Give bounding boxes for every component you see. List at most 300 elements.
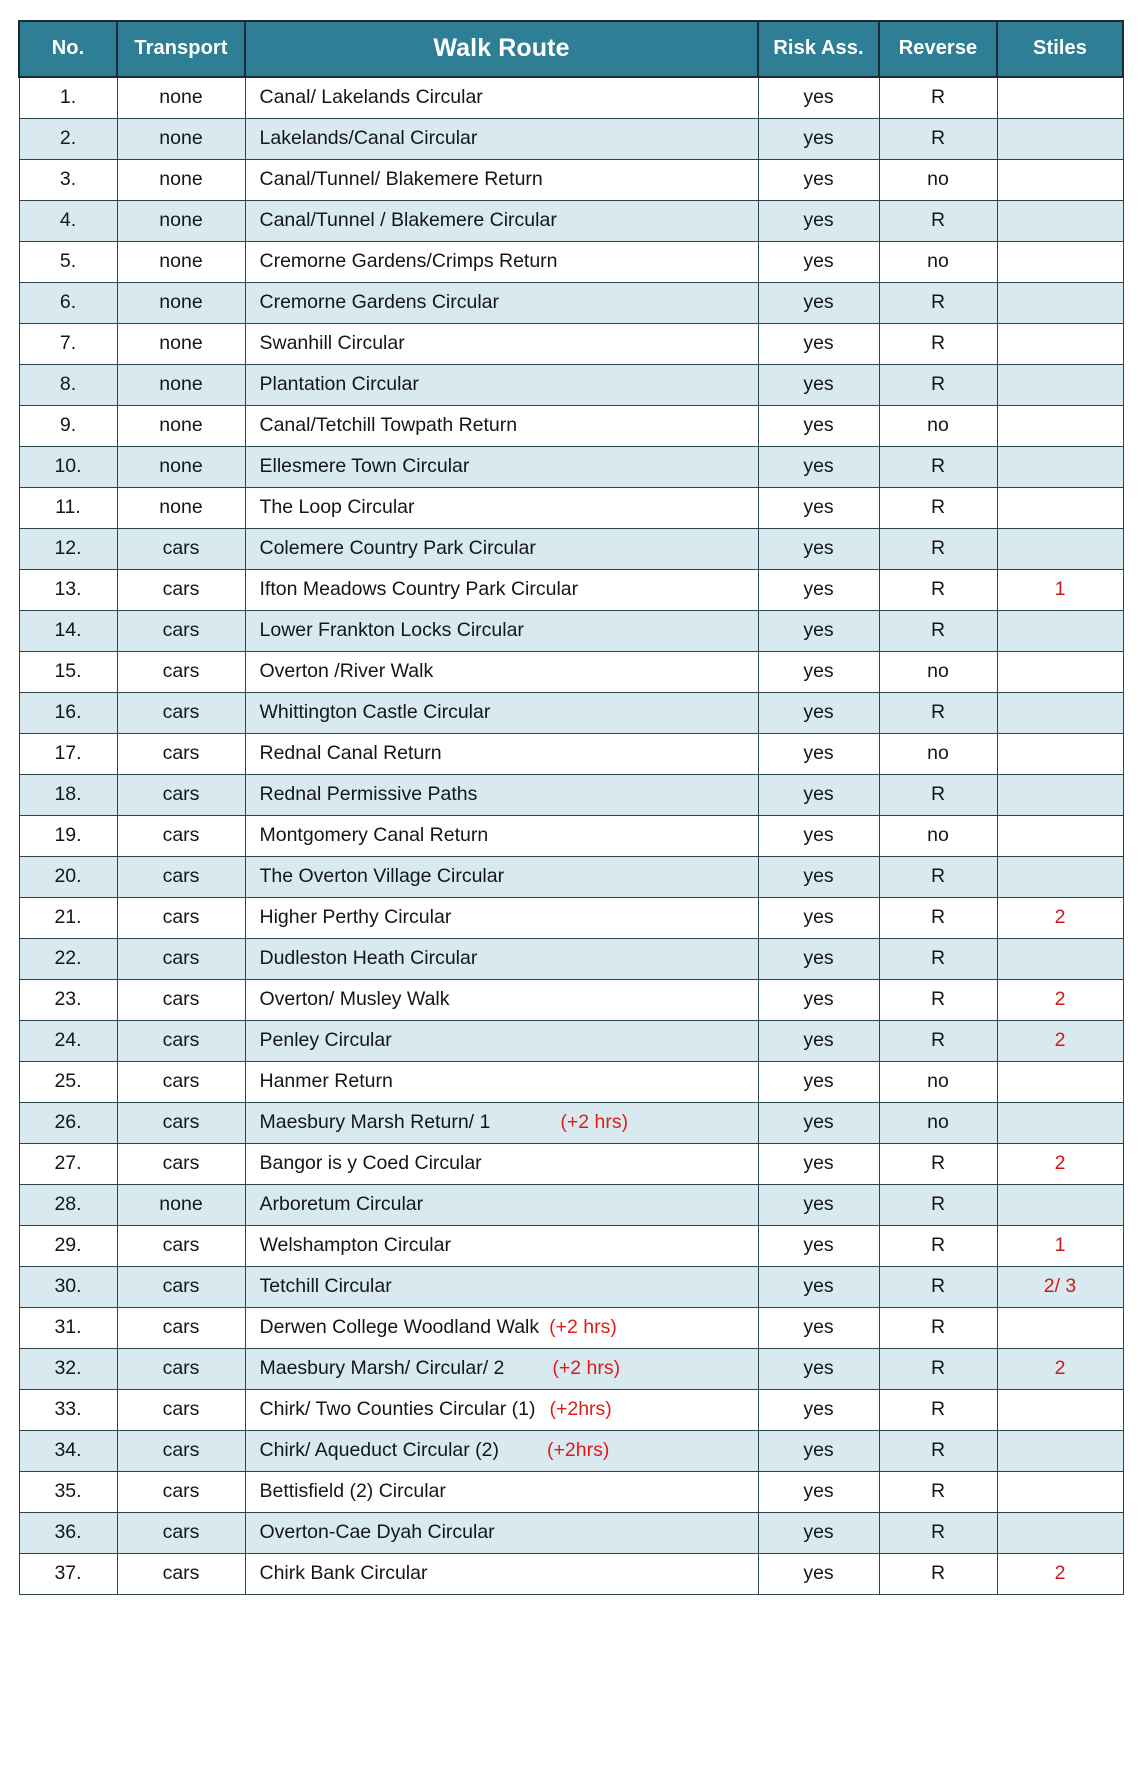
route-wrap: [260, 989, 752, 1010]
cell-reverse: R: [879, 857, 997, 898]
cell-transport: cars: [117, 1144, 245, 1185]
cell-reverse: R: [879, 939, 997, 980]
cell-risk-assessment: yes: [758, 119, 879, 160]
cell-risk-assessment: yes: [758, 1472, 879, 1513]
route-wrap: [260, 456, 752, 477]
route-wrap: [260, 948, 752, 969]
cell-transport: cars: [117, 570, 245, 611]
table-row: [19, 488, 1123, 529]
cell-walk-route: [245, 1431, 758, 1472]
cell-reverse: no: [879, 816, 997, 857]
cell-stiles: [997, 939, 1123, 980]
table-row: [19, 1267, 1123, 1308]
cell-stiles: 2: [997, 1554, 1123, 1595]
route-wrap: [260, 743, 752, 764]
cell-risk-assessment: yes: [758, 1226, 879, 1267]
cell-stiles: 2: [997, 1021, 1123, 1062]
cell-stiles: [997, 1513, 1123, 1554]
cell-stiles: [997, 77, 1123, 119]
cell-walk-route: [245, 1349, 758, 1390]
cell-transport: none: [117, 406, 245, 447]
table-row: [19, 1513, 1123, 1554]
cell-risk-assessment: yes: [758, 160, 879, 201]
route-name: Canal/Tunnel / Blakemere Circular: [259, 209, 557, 232]
table-row: [19, 1021, 1123, 1062]
cell-walk-route: [245, 980, 758, 1021]
cell-risk-assessment: yes: [758, 1554, 879, 1595]
route-wrap: [260, 825, 752, 846]
cell-reverse: R: [879, 283, 997, 324]
route-wrap: [260, 1112, 752, 1133]
cell-number: 18.: [19, 775, 117, 816]
cell-stiles: 2: [997, 898, 1123, 939]
cell-number: 36.: [19, 1513, 117, 1554]
table-row: [19, 1185, 1123, 1226]
cell-transport: none: [117, 77, 245, 119]
cell-number: 17.: [19, 734, 117, 775]
cell-transport: cars: [117, 1349, 245, 1390]
cell-walk-route: [245, 1144, 758, 1185]
cell-transport: cars: [117, 529, 245, 570]
route-wrap: [260, 251, 752, 272]
table-row: [19, 242, 1123, 283]
route-wrap: [260, 866, 752, 887]
cell-number: 34.: [19, 1431, 117, 1472]
cell-transport: none: [117, 324, 245, 365]
cell-stiles: [997, 611, 1123, 652]
cell-stiles: [997, 447, 1123, 488]
table-row: [19, 447, 1123, 488]
cell-number: 28.: [19, 1185, 117, 1226]
cell-walk-route: [245, 1185, 758, 1226]
route-wrap: [260, 1194, 752, 1215]
route-name: The Loop Circular: [259, 496, 415, 519]
cell-reverse: R: [879, 980, 997, 1021]
cell-number: 13.: [19, 570, 117, 611]
table-row: [19, 77, 1123, 119]
cell-number: 30.: [19, 1267, 117, 1308]
route-name: Chirk/ Aqueduct Circular (2): [259, 1439, 500, 1462]
cell-risk-assessment: yes: [758, 77, 879, 119]
route-duration-note: (+2 hrs): [552, 1357, 621, 1380]
cell-reverse: R: [879, 201, 997, 242]
cell-walk-route: [245, 447, 758, 488]
cell-reverse: R: [879, 693, 997, 734]
cell-stiles: [997, 1390, 1123, 1431]
cell-number: 2.: [19, 119, 117, 160]
table-row: [19, 1472, 1123, 1513]
cell-stiles: 2: [997, 1144, 1123, 1185]
cell-number: 10.: [19, 447, 117, 488]
cell-walk-route: [245, 365, 758, 406]
cell-risk-assessment: yes: [758, 529, 879, 570]
cell-number: 6.: [19, 283, 117, 324]
cell-number: 3.: [19, 160, 117, 201]
route-wrap: [260, 579, 752, 600]
cell-stiles: [997, 1308, 1123, 1349]
route-name: Rednal Permissive Paths: [259, 783, 478, 806]
table-row: [19, 898, 1123, 939]
route-name: Higher Perthy Circular: [259, 906, 452, 929]
table-row: [19, 611, 1123, 652]
cell-stiles: 2/ 3: [997, 1267, 1123, 1308]
route-wrap: [260, 1481, 752, 1502]
cell-reverse: no: [879, 1062, 997, 1103]
route-name: Overton /River Walk: [259, 660, 434, 683]
table-row: [19, 201, 1123, 242]
cell-stiles: [997, 1062, 1123, 1103]
cell-walk-route: [245, 406, 758, 447]
cell-number: 7.: [19, 324, 117, 365]
table-body: [19, 77, 1123, 1595]
cell-transport: cars: [117, 1390, 245, 1431]
table-row: [19, 365, 1123, 406]
cell-number: 32.: [19, 1349, 117, 1390]
cell-reverse: R: [879, 775, 997, 816]
cell-reverse: R: [879, 611, 997, 652]
route-wrap: [260, 87, 752, 108]
cell-transport: cars: [117, 1062, 245, 1103]
route-wrap: [260, 1030, 752, 1051]
cell-walk-route: [245, 775, 758, 816]
cell-stiles: [997, 1103, 1123, 1144]
route-name: Canal/Tunnel/ Blakemere Return: [259, 168, 543, 191]
route-wrap: [260, 1317, 752, 1338]
route-name: Rednal Canal Return: [259, 742, 442, 765]
route-wrap: [260, 620, 752, 641]
cell-stiles: [997, 1472, 1123, 1513]
cell-transport: none: [117, 119, 245, 160]
cell-transport: cars: [117, 1267, 245, 1308]
cell-number: 9.: [19, 406, 117, 447]
route-name: Cremorne Gardens/Crimps Return: [259, 250, 558, 273]
route-wrap: [260, 1440, 752, 1461]
cell-stiles: [997, 734, 1123, 775]
cell-number: 15.: [19, 652, 117, 693]
cell-reverse: R: [879, 365, 997, 406]
column-header-risk-assessment: Risk Ass.: [758, 21, 879, 77]
table-row: [19, 1103, 1123, 1144]
table-row: [19, 1308, 1123, 1349]
cell-walk-route: [245, 1226, 758, 1267]
cell-stiles: [997, 201, 1123, 242]
cell-stiles: [997, 529, 1123, 570]
cell-reverse: no: [879, 734, 997, 775]
walk-routes-table: [18, 20, 1124, 1595]
header-row: [19, 21, 1123, 77]
cell-reverse: R: [879, 1513, 997, 1554]
table-row: [19, 406, 1123, 447]
cell-walk-route: [245, 816, 758, 857]
route-wrap: [260, 1153, 752, 1174]
cell-risk-assessment: yes: [758, 447, 879, 488]
table-row: [19, 1226, 1123, 1267]
cell-stiles: 1: [997, 1226, 1123, 1267]
cell-transport: cars: [117, 980, 245, 1021]
cell-walk-route: [245, 1021, 758, 1062]
cell-transport: cars: [117, 1226, 245, 1267]
cell-transport: cars: [117, 1472, 245, 1513]
cell-reverse: R: [879, 898, 997, 939]
cell-risk-assessment: yes: [758, 816, 879, 857]
cell-number: 24.: [19, 1021, 117, 1062]
cell-walk-route: [245, 1472, 758, 1513]
cell-risk-assessment: yes: [758, 1021, 879, 1062]
cell-number: 29.: [19, 1226, 117, 1267]
route-name: Montgomery Canal Return: [259, 824, 489, 847]
table-row: [19, 160, 1123, 201]
cell-number: 35.: [19, 1472, 117, 1513]
cell-reverse: R: [879, 488, 997, 529]
cell-reverse: R: [879, 1431, 997, 1472]
route-name: Overton/ Musley Walk: [259, 988, 450, 1011]
route-wrap: [260, 169, 752, 190]
cell-number: 26.: [19, 1103, 117, 1144]
route-name: Lakelands/Canal Circular: [259, 127, 478, 150]
cell-number: 33.: [19, 1390, 117, 1431]
cell-stiles: [997, 119, 1123, 160]
table-row: [19, 1431, 1123, 1472]
cell-number: 21.: [19, 898, 117, 939]
route-name: Ellesmere Town Circular: [259, 455, 470, 478]
route-name: Cremorne Gardens Circular: [259, 291, 499, 314]
cell-number: 27.: [19, 1144, 117, 1185]
cell-risk-assessment: yes: [758, 365, 879, 406]
route-name: Maesbury Marsh Return/ 1: [259, 1111, 491, 1134]
cell-walk-route: [245, 1103, 758, 1144]
cell-risk-assessment: yes: [758, 1144, 879, 1185]
cell-reverse: R: [879, 447, 997, 488]
cell-transport: none: [117, 1185, 245, 1226]
cell-reverse: no: [879, 1103, 997, 1144]
column-header-walk-route: Walk Route: [245, 21, 758, 77]
cell-reverse: R: [879, 1390, 997, 1431]
cell-transport: none: [117, 365, 245, 406]
table-row: [19, 1062, 1123, 1103]
route-name: The Overton Village Circular: [259, 865, 505, 888]
route-name: Canal/Tetchill Towpath Return: [259, 414, 518, 437]
route-name: Whittington Castle Circular: [259, 701, 491, 724]
cell-risk-assessment: yes: [758, 1267, 879, 1308]
cell-stiles: [997, 816, 1123, 857]
cell-stiles: [997, 1185, 1123, 1226]
table-row: [19, 119, 1123, 160]
cell-stiles: [997, 283, 1123, 324]
table-row: [19, 857, 1123, 898]
route-wrap: [260, 292, 752, 313]
route-name: Colemere Country Park Circular: [259, 537, 536, 560]
cell-stiles: [997, 406, 1123, 447]
cell-stiles: 1: [997, 570, 1123, 611]
route-name: Canal/ Lakelands Circular: [259, 86, 483, 109]
cell-reverse: R: [879, 77, 997, 119]
cell-risk-assessment: yes: [758, 611, 879, 652]
cell-risk-assessment: yes: [758, 652, 879, 693]
route-name: Bettisfield (2) Circular: [259, 1480, 446, 1503]
cell-transport: cars: [117, 652, 245, 693]
route-name: Swanhill Circular: [259, 332, 405, 355]
route-wrap: [260, 415, 752, 436]
cell-walk-route: [245, 1267, 758, 1308]
cell-transport: cars: [117, 1021, 245, 1062]
route-wrap: [260, 374, 752, 395]
cell-reverse: no: [879, 242, 997, 283]
cell-number: 4.: [19, 201, 117, 242]
route-wrap: [260, 784, 752, 805]
table-row: [19, 1554, 1123, 1595]
cell-number: 1.: [19, 77, 117, 119]
table-row: [19, 1349, 1123, 1390]
table-row: [19, 1390, 1123, 1431]
cell-risk-assessment: yes: [758, 775, 879, 816]
cell-walk-route: [245, 570, 758, 611]
cell-risk-assessment: yes: [758, 201, 879, 242]
cell-number: 8.: [19, 365, 117, 406]
route-name: Dudleston Heath Circular: [259, 947, 478, 970]
cell-reverse: R: [879, 1144, 997, 1185]
route-name: Welshampton Circular: [259, 1234, 451, 1257]
cell-transport: none: [117, 447, 245, 488]
route-wrap: [260, 128, 752, 149]
cell-risk-assessment: yes: [758, 939, 879, 980]
column-header-stiles: Stiles: [997, 21, 1123, 77]
cell-transport: cars: [117, 816, 245, 857]
cell-stiles: 2: [997, 1349, 1123, 1390]
cell-walk-route: [245, 693, 758, 734]
cell-transport: cars: [117, 898, 245, 939]
table-row: [19, 570, 1123, 611]
cell-walk-route: [245, 488, 758, 529]
route-name: Maesbury Marsh/ Circular/ 2: [259, 1357, 505, 1380]
cell-reverse: R: [879, 1554, 997, 1595]
route-wrap: [260, 333, 752, 354]
cell-risk-assessment: yes: [758, 324, 879, 365]
route-wrap: [260, 1399, 752, 1420]
cell-reverse: R: [879, 1308, 997, 1349]
route-wrap: [260, 661, 752, 682]
cell-walk-route: [245, 160, 758, 201]
cell-reverse: R: [879, 1349, 997, 1390]
route-duration-note: (+2hrs): [549, 1398, 612, 1421]
cell-walk-route: [245, 119, 758, 160]
cell-transport: none: [117, 283, 245, 324]
cell-walk-route: [245, 1390, 758, 1431]
cell-transport: cars: [117, 734, 245, 775]
cell-number: 5.: [19, 242, 117, 283]
cell-risk-assessment: yes: [758, 242, 879, 283]
route-name: Derwen College Woodland Walk: [259, 1316, 540, 1339]
cell-transport: cars: [117, 857, 245, 898]
cell-number: 12.: [19, 529, 117, 570]
cell-walk-route: [245, 1513, 758, 1554]
cell-number: 31.: [19, 1308, 117, 1349]
cell-risk-assessment: yes: [758, 406, 879, 447]
cell-number: 25.: [19, 1062, 117, 1103]
route-wrap: [260, 1071, 752, 1092]
cell-reverse: R: [879, 1185, 997, 1226]
cell-risk-assessment: yes: [758, 1062, 879, 1103]
column-header-transport: Transport: [117, 21, 245, 77]
cell-risk-assessment: yes: [758, 1103, 879, 1144]
cell-stiles: [997, 1431, 1123, 1472]
cell-transport: cars: [117, 939, 245, 980]
route-name: Tetchill Circular: [259, 1275, 392, 1298]
table-row: [19, 693, 1123, 734]
route-name: Lower Frankton Locks Circular: [259, 619, 524, 642]
cell-risk-assessment: yes: [758, 857, 879, 898]
cell-transport: cars: [117, 611, 245, 652]
table-row: [19, 652, 1123, 693]
route-wrap: [260, 1276, 752, 1297]
route-name: Hanmer Return: [259, 1070, 393, 1093]
cell-walk-route: [245, 734, 758, 775]
cell-risk-assessment: yes: [758, 1349, 879, 1390]
cell-stiles: [997, 160, 1123, 201]
cell-risk-assessment: yes: [758, 898, 879, 939]
cell-risk-assessment: yes: [758, 693, 879, 734]
table-row: [19, 980, 1123, 1021]
cell-stiles: [997, 242, 1123, 283]
cell-risk-assessment: yes: [758, 980, 879, 1021]
route-name: Penley Circular: [259, 1029, 392, 1052]
cell-number: 11.: [19, 488, 117, 529]
cell-number: 19.: [19, 816, 117, 857]
cell-transport: none: [117, 160, 245, 201]
cell-reverse: R: [879, 1267, 997, 1308]
cell-transport: cars: [117, 1431, 245, 1472]
table-row: [19, 1144, 1123, 1185]
cell-stiles: [997, 324, 1123, 365]
cell-transport: none: [117, 488, 245, 529]
table-row: [19, 734, 1123, 775]
cell-risk-assessment: yes: [758, 1308, 879, 1349]
cell-reverse: R: [879, 1226, 997, 1267]
route-wrap: [260, 1522, 752, 1543]
cell-walk-route: [245, 324, 758, 365]
cell-risk-assessment: yes: [758, 1390, 879, 1431]
cell-reverse: R: [879, 119, 997, 160]
cell-walk-route: [245, 1062, 758, 1103]
route-duration-note: (+2 hrs): [549, 1316, 617, 1339]
cell-risk-assessment: yes: [758, 734, 879, 775]
column-header-no: No.: [19, 21, 117, 77]
cell-walk-route: [245, 529, 758, 570]
cell-reverse: no: [879, 160, 997, 201]
cell-number: 20.: [19, 857, 117, 898]
cell-transport: cars: [117, 1513, 245, 1554]
cell-risk-assessment: yes: [758, 570, 879, 611]
cell-number: 14.: [19, 611, 117, 652]
table-row: [19, 529, 1123, 570]
cell-number: 23.: [19, 980, 117, 1021]
cell-transport: cars: [117, 693, 245, 734]
cell-walk-route: [245, 77, 758, 119]
cell-reverse: no: [879, 406, 997, 447]
cell-reverse: R: [879, 324, 997, 365]
cell-walk-route: [245, 201, 758, 242]
cell-number: 16.: [19, 693, 117, 734]
cell-risk-assessment: yes: [758, 283, 879, 324]
route-name: Chirk/ Two Counties Circular (1): [259, 1398, 536, 1421]
cell-stiles: [997, 365, 1123, 406]
table-row: [19, 283, 1123, 324]
cell-walk-route: [245, 857, 758, 898]
route-wrap: [260, 702, 752, 723]
table-row: [19, 939, 1123, 980]
route-wrap: [260, 907, 752, 928]
cell-reverse: R: [879, 1021, 997, 1062]
route-wrap: [260, 1358, 752, 1379]
